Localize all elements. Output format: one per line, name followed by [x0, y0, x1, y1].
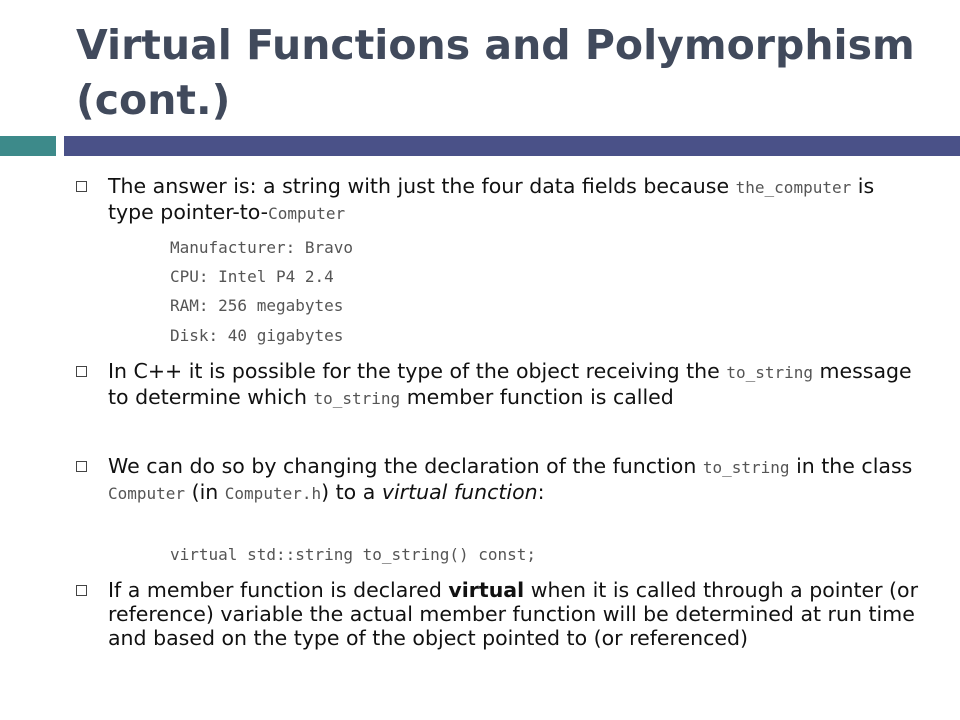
bullet-2-text-a: In C++ it is possible for the type of the object receiving the	[108, 359, 727, 383]
bullet-3	[108, 454, 923, 506]
bullet-3-code-c: Computer.h	[224, 484, 322, 503]
bullet-3-text-a: We can do so by changing the declaration of the function	[108, 454, 703, 478]
bullet-square-icon	[76, 585, 87, 596]
output-line-1: Manufacturer: Bravo	[170, 238, 354, 257]
title-line-2: (cont.)	[76, 76, 231, 124]
bullet-2-text-c: member function is called	[400, 385, 674, 409]
bullet-3-text-b: in the class	[789, 454, 913, 478]
bullet-4-text-b: when it is called through a pointer (or reference) variable the actual member function will be determined at run time and based on the type of the object pointed to (or referenced)	[108, 578, 919, 650]
bullet-1	[108, 174, 923, 226]
bullet-4	[108, 578, 923, 650]
bullet-square-icon	[76, 366, 87, 377]
bullet-3-code-a: to_string	[702, 458, 790, 477]
bullet-1-code-b: Computer	[268, 204, 346, 223]
accent-bar-teal	[0, 136, 56, 156]
bullet-1-text-b: is type pointer-to-	[108, 174, 875, 224]
virtual-declaration: virtual std::string to_string() const;	[170, 545, 537, 564]
output-line-4: Disk: 40 gigabytes	[170, 326, 344, 345]
output-line-2: CPU: Intel P4 2.4	[170, 267, 334, 286]
bullet-3-text-e: :	[537, 480, 545, 504]
slide-title	[76, 18, 936, 128]
output-line-3: RAM: 256 megabytes	[170, 296, 344, 315]
bullet-3-code-b: Computer	[108, 484, 186, 503]
title-line-1: Virtual Functions and Polymorphism	[76, 21, 915, 69]
bullet-3-em-a: virtual function	[381, 480, 538, 504]
bullet-1-text-a: The answer is: a string with just the four data fields because	[108, 174, 730, 198]
bullet-3-text-d: ) to a	[321, 480, 382, 504]
bullet-1-code-a: the_computer	[735, 178, 852, 197]
accent-bar-blue	[64, 136, 960, 156]
bullet-4-bold-a: virtual	[448, 578, 525, 602]
bullet-2	[108, 359, 923, 411]
bullet-3-text-c: (in	[185, 480, 225, 504]
bullet-4-text-a: If a member function is declared	[108, 578, 449, 602]
bullet-2-text-b: message to determine which	[108, 359, 912, 409]
bullet-square-icon	[76, 461, 87, 472]
bullet-square-icon	[76, 181, 87, 192]
bullet-2-code-a: to_string	[726, 363, 814, 382]
bullet-2-code-b: to_string	[313, 389, 401, 408]
